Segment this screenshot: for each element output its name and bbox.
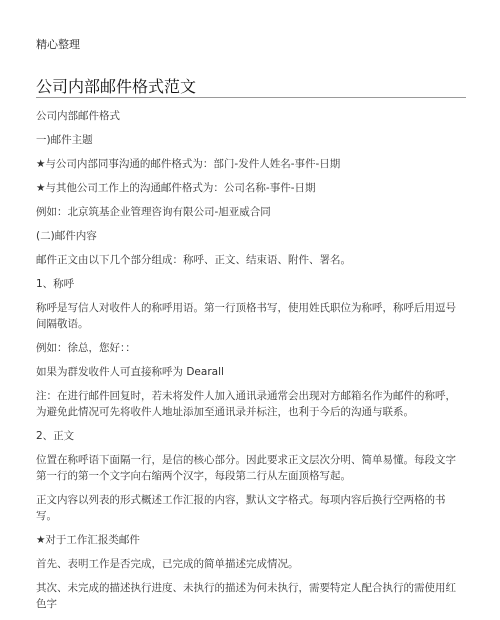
paragraph: (二)邮件内容	[36, 230, 97, 242]
document-title: 公司内部邮件格式范文	[36, 77, 197, 96]
paragraph: ★与公司内部同事沟通的邮件格式为：部门-发件人姓名-事件-日期	[36, 158, 341, 170]
paragraph: 一)邮件主题	[36, 134, 93, 146]
document-body	[36, 108, 466, 620]
paragraph: 注：在进行邮件回复时，若未将发件人加入通讯录通常会出现对方邮箱名作为邮件的称呼，为避免此情况可先将收件人地址添加至通讯录并标注，也利于今后的沟通与联系。	[36, 390, 456, 418]
paragraph: 位置在称呼语下面隔一行，是信的核心部分。因此要求正文层次分明、简单易懂。每段文字第一行的第一个文字向右缩两个汉字，每段第二行从左面顶格写起。	[36, 454, 456, 482]
paragraph: 如果为群发收件人可直接称呼为 Dearall	[36, 366, 224, 378]
paragraph: 首先、表明工作是否完成，已完成的简单描述完成情况。	[36, 558, 299, 570]
paragraph: 公司内部邮件格式	[36, 110, 120, 122]
paragraph: 例如：徐总，您好：：	[36, 342, 136, 354]
paragraph: 称呼是写信人对收件人的称呼用语。第一行顶格书写，使用姓氏职位为称呼，称呼后用逗号间隔敬语。	[36, 302, 456, 330]
paragraph: 正文内容以列表的形式概述工作汇报的内容，默认文字格式。每项内容后换行空两格的书写。	[36, 494, 446, 522]
title-divider	[36, 97, 466, 98]
paragraph: ★对于工作汇报类邮件	[36, 534, 140, 546]
paragraph: ★与其他公司工作上的沟通邮件格式为：公司名称-事件-日期	[36, 182, 316, 194]
paragraph: 例如：北京筑基企业管理咨询有限公司-旭亚威合同	[36, 206, 271, 218]
paragraph: 2、正文	[36, 430, 75, 442]
paragraph: 邮件正文由以下几个部分组成：称呼、正文、结束语、附件、署名。	[36, 254, 351, 266]
page-header-label: 精心整理	[36, 38, 80, 51]
paragraph: 其次、未完成的描述执行进度、未执行的描述为何未执行，需要特定人配合执行的需使用红色字	[36, 582, 456, 610]
paragraph: 1、称呼	[36, 278, 75, 290]
